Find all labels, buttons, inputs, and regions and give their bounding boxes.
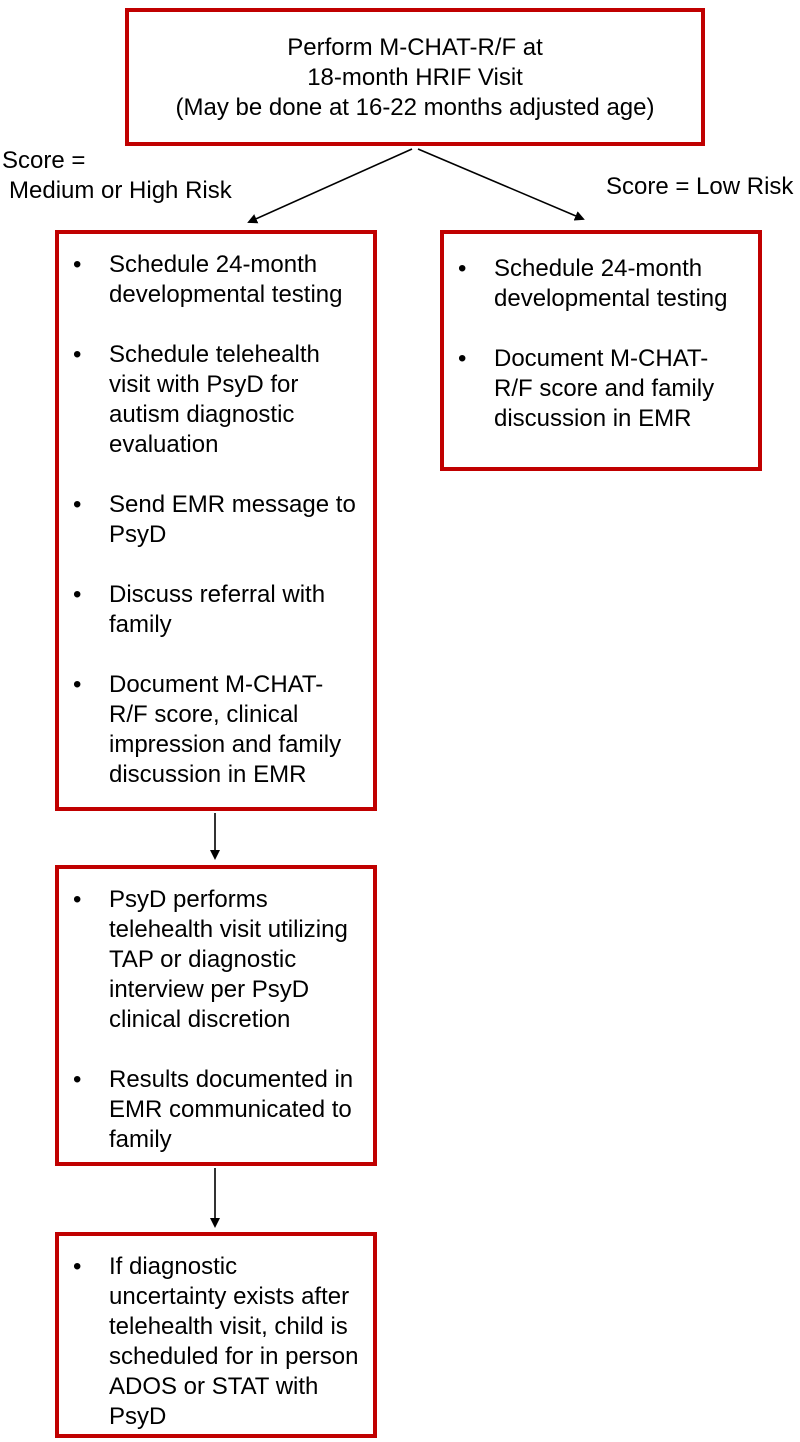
bullet-icon: • xyxy=(73,671,82,698)
bullet-item xyxy=(73,885,373,1035)
bullet-text: Send EMR message to PsyD xyxy=(109,491,356,548)
bullet-item xyxy=(73,580,373,640)
bullet-icon: • xyxy=(73,886,82,913)
bullet-icon: • xyxy=(458,345,467,372)
bullet-icon: • xyxy=(458,255,467,282)
bullet-text: Document M-CHAT-R/F score and family discussion in EMR xyxy=(494,345,715,432)
branch-label-medium-high-risk xyxy=(2,146,232,206)
bullet-text: If diagnostic uncertainty exists after telehealth visit, child is scheduled for in person ADOS or STAT with PsyD xyxy=(109,1253,359,1430)
bullet-text: Schedule 24-month developmental testing xyxy=(109,251,343,308)
bullet-item xyxy=(458,254,758,314)
bullet-item xyxy=(73,340,373,460)
bullet-text: Results documented in EMR communicated to family xyxy=(109,1066,354,1153)
arrow-top-to-low-risk-box xyxy=(418,149,583,219)
bullet-icon: • xyxy=(73,581,82,608)
top-box-line-3: (May be done at 16-22 months adjusted age) xyxy=(175,94,655,121)
bullet-icon: • xyxy=(73,1066,82,1093)
bullet-item xyxy=(73,1065,373,1155)
flowchart-box-mchat-screening xyxy=(125,8,705,146)
branch-label-low-risk: Score = Low Risk xyxy=(606,173,794,200)
top-box-line-2: 18-month HRIF Visit xyxy=(307,64,523,91)
branch-label-medium-high-line-1: Score = xyxy=(2,147,86,174)
bullet-item xyxy=(73,490,373,550)
bullet-text: Discuss referral with family xyxy=(109,581,326,638)
arrow-top-to-medium-high-box xyxy=(249,149,412,222)
bullet-icon: • xyxy=(73,251,82,278)
bullet-icon: • xyxy=(73,341,82,368)
bullet-icon: • xyxy=(73,491,82,518)
bullet-item xyxy=(73,670,373,790)
branch-label-medium-high-line-2: Medium or High Risk xyxy=(9,177,232,204)
flowchart-box-low-risk-actions xyxy=(440,230,762,471)
top-box-line-1: Perform M-CHAT-R/F at xyxy=(287,34,543,61)
bullet-icon: • xyxy=(73,1253,82,1280)
bullet-text: Document M-CHAT-R/F score, clinical impression and family discussion in EMR xyxy=(109,671,342,788)
bullet-text: Schedule telehealth visit with PsyD for autism diagnostic evaluation xyxy=(109,341,320,458)
flowchart-box-diagnostic-uncertainty xyxy=(55,1232,377,1438)
bullet-text: PsyD performs telehealth visit utilizing TAP or diagnostic interview per PsyD clinical discretion xyxy=(109,886,348,1033)
flowchart-box-medium-high-risk-actions xyxy=(55,230,377,811)
bullet-item xyxy=(73,1252,373,1432)
bullet-text: Schedule 24-month developmental testing xyxy=(494,255,728,312)
flowchart-box-telehealth-visit xyxy=(55,865,377,1166)
bullet-item xyxy=(458,344,758,434)
bullet-item xyxy=(73,250,373,310)
